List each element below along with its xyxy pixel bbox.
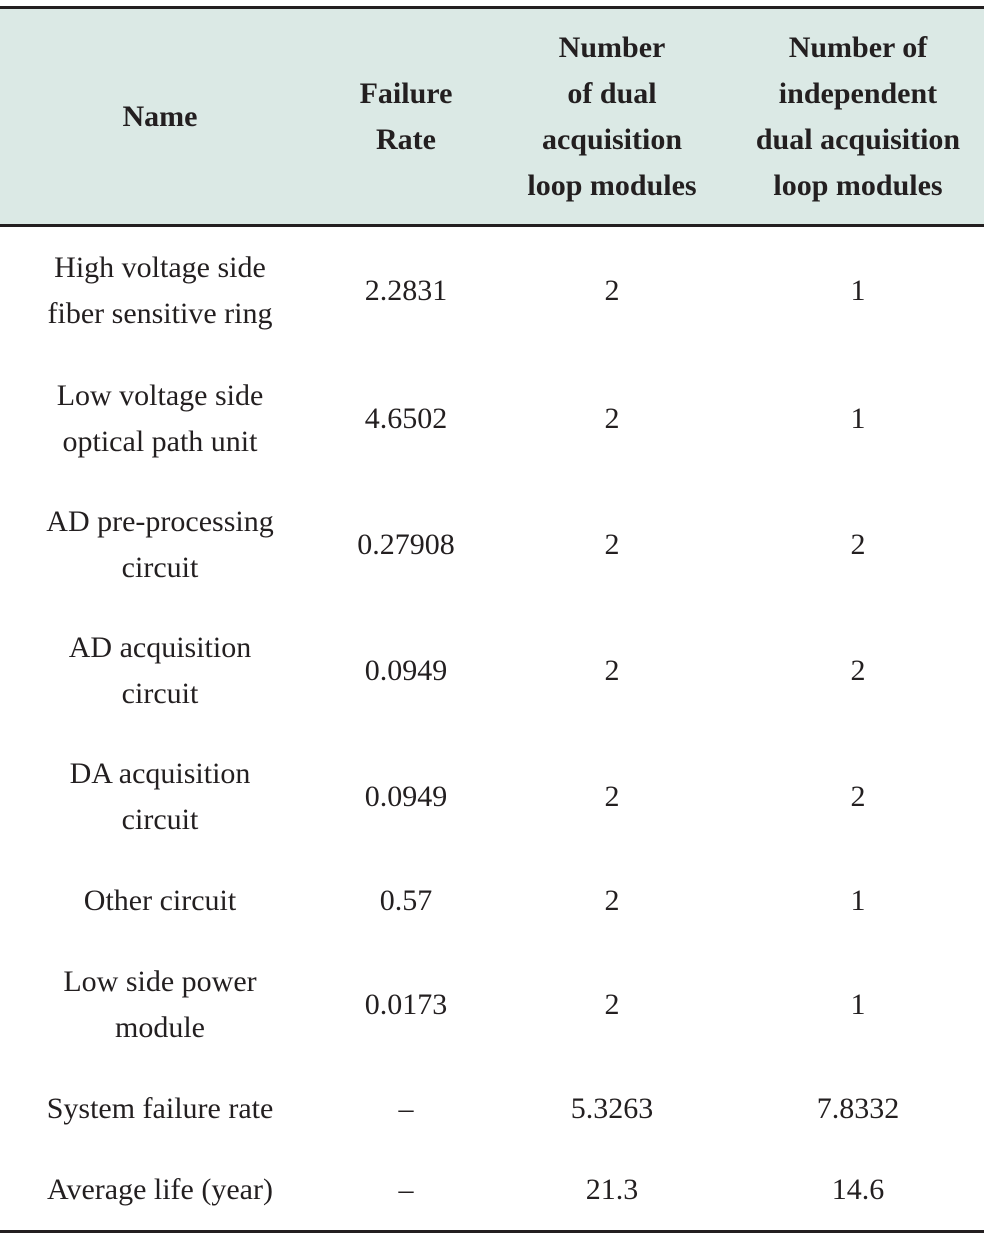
- cell-name: Low side power module: [63, 964, 257, 1044]
- cell-name: DA acquisition circuit: [69, 756, 251, 836]
- cell-dual-modules: 2: [604, 883, 620, 917]
- cell-failure-rate: –: [320, 1150, 492, 1232]
- cell-failure-rate: 0.0173: [364, 987, 448, 1021]
- header-independent-dual-acquisition-modules: Number of independent dual acquisition loop modules: [732, 8, 984, 226]
- cell-independent-modules: 2: [850, 779, 866, 813]
- header-row: [0, 8, 984, 226]
- failure-rate-table: [0, 6, 984, 1233]
- table-body: [0, 226, 984, 1232]
- data-table-container: [0, 6, 984, 1233]
- cell-name: AD acquisition circuit: [68, 630, 252, 710]
- cell-dual-modules: 21.3: [492, 1150, 732, 1232]
- cell-dual-modules: 5.3263: [570, 1091, 654, 1125]
- cell-dual-modules: 2: [604, 779, 620, 813]
- table-row: [0, 734, 984, 860]
- table-row: [0, 482, 984, 608]
- table-row: [0, 1068, 984, 1150]
- cell-name: Average life (year): [0, 1150, 320, 1232]
- table-row: [0, 860, 984, 942]
- header-name: Name: [0, 8, 320, 226]
- cell-independent-modules: 7.8332: [816, 1091, 900, 1125]
- cell-independent-modules: 1: [850, 987, 866, 1021]
- cell-dual-modules: 2: [604, 653, 620, 687]
- header-failure-rate: Failure Rate: [320, 8, 492, 226]
- cell-independent-modules: 1: [850, 883, 866, 917]
- table-row: [0, 1150, 984, 1232]
- cell-independent-modules: 14.6: [732, 1150, 984, 1232]
- cell-dual-modules: 2: [604, 527, 620, 561]
- cell-independent-modules: 2: [850, 653, 866, 687]
- cell-name: System failure rate: [46, 1091, 274, 1125]
- cell-failure-rate: 4.6502: [364, 401, 448, 435]
- cell-failure-rate: 0.27908: [357, 527, 455, 561]
- cell-failure-rate: –: [398, 1091, 414, 1125]
- cell-failure-rate: 2.2831: [364, 274, 448, 308]
- cell-failure-rate: 0.0949: [364, 779, 448, 813]
- cell-dual-modules: 2: [604, 274, 620, 308]
- cell-dual-modules: 2: [604, 401, 620, 435]
- table-row: [0, 608, 984, 734]
- cell-independent-modules: 1: [850, 401, 866, 435]
- table-row: [0, 942, 984, 1068]
- table-row: [0, 356, 984, 482]
- cell-failure-rate: 0.0949: [364, 653, 448, 687]
- cell-independent-modules: 2: [850, 527, 866, 561]
- cell-dual-modules: 2: [604, 987, 620, 1021]
- cell-failure-rate: 0.57: [379, 883, 433, 917]
- cell-name: Low voltage side optical path unit: [56, 378, 264, 458]
- cell-name: Other circuit: [83, 883, 237, 917]
- header-dual-acquisition-modules: Number of dual acquisition loop modules: [492, 8, 732, 226]
- cell-name: High voltage side fiber sensitive ring: [47, 251, 273, 331]
- cell-name: AD pre-processing circuit: [46, 504, 274, 584]
- table-header: [0, 8, 984, 226]
- table-row: [0, 226, 984, 356]
- cell-independent-modules: 1: [850, 274, 866, 308]
